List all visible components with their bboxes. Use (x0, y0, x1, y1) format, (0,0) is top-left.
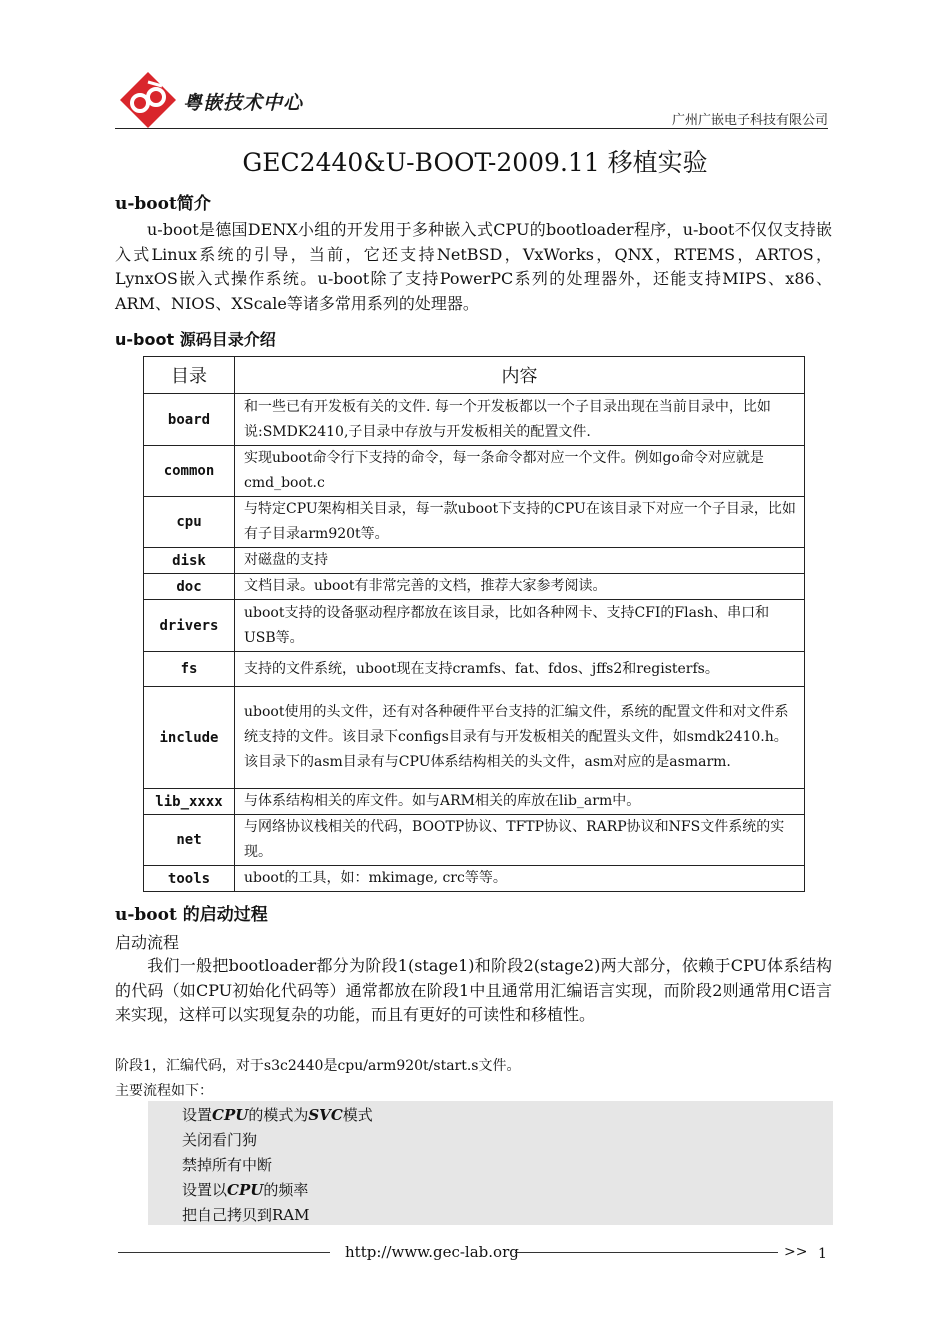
footer-rule-left (118, 1252, 330, 1253)
dir-name: cpu (144, 497, 235, 548)
dir-name: doc (144, 574, 235, 600)
table-header-row (144, 357, 805, 394)
boot-heading: u-boot 的启动过程 (115, 905, 268, 925)
company-name: 广州广嵌电子科技有限公司 (671, 113, 828, 128)
dir-desc: 文档目录。uboot有非常完善的文档，推荐大家参考阅读。 (235, 574, 805, 600)
dir-name: board (144, 394, 235, 446)
table-row (144, 866, 805, 892)
dir-desc: uboot使用的头文件，还有对各种硬件平台支持的汇编文件，系统的配置文件和对文件系统支持的文件。该目录下configs目录有与开发板相关的配置头文件，如smdk2410.h。该目录下的asm目录有与CPU体系结构相关的头文件，asm对应的是asmarm. (235, 687, 805, 789)
dir-name: include (144, 687, 235, 789)
dir-name: net (144, 815, 235, 866)
table-row (144, 789, 805, 815)
boot-paragraph (115, 954, 832, 1028)
intro-heading: u-boot简介 (115, 194, 211, 214)
flow-step: 把自己拷贝到RAM (182, 1206, 310, 1224)
dir-desc: uboot的工具，如：mkimage, crc等等。 (235, 866, 805, 892)
dir-name: lib_xxxx (144, 789, 235, 815)
table-row (144, 497, 805, 548)
dir-desc: 与体系结构相关的库文件。如与ARM相关的库放在lib_arm中。 (235, 789, 805, 815)
intro-text: u-boot是德国DENX小组的开发用于多种嵌入式CPU的bootloader程序，u-boot不仅仅支持嵌入式Linux系统的引导，当前，它还支持NetBSD，VxWorks，QNX，RTEMS，ARTOS，LynxOS嵌入式操作系统。u-boot除了支持PowerPC系列的处理器外，还能支持MIPS、x86、ARM、NIOS、XScale等诸多常用系列的处理器。 (115, 220, 832, 313)
dir-desc: 和一些已有开发板有关的文件. 每一个开发板都以一个子目录出现在当前目录中，比如说:SMDK2410,子目录中存放与开发板相关的配置文件. (235, 394, 805, 446)
dir-name: common (144, 446, 235, 497)
flow-step: 关闭看门狗 (182, 1131, 258, 1149)
footer-rule-right (515, 1252, 778, 1253)
table-row (144, 394, 805, 446)
logo-text: 粤嵌技术中心 (183, 92, 304, 114)
table-row (144, 600, 805, 652)
source-dir-table (143, 356, 805, 892)
boot-subheading: 启动流程 (115, 933, 180, 952)
dir-desc: 支持的文件系统，uboot现在支持cramfs、fat、fdos、jffs2和registerfs。 (235, 652, 805, 687)
dir-name: fs (144, 652, 235, 687)
table-row (144, 446, 805, 497)
intro-paragraph (115, 218, 832, 316)
column-header: 目录 (144, 357, 235, 394)
dir-desc: 对磁盘的支持 (235, 548, 805, 574)
dir-desc: 实现uboot命令行下支持的命令，每一条命令都对应一个文件。例如go命令对应就是cmd_boot.c (235, 446, 805, 497)
page-number: 1 (818, 1246, 827, 1262)
flow-step: 设置CPU的模式为SVC模式 (182, 1106, 373, 1124)
flow-step: 禁掉所有中断 (182, 1156, 273, 1174)
dir-desc: 与特定CPU架构相关目录，每一款uboot下支持的CPU在该目录下对应一个子目录，比如有子目录arm920t等。 (235, 497, 805, 548)
boot-text: 我们一般把bootloader都分为阶段1(stage1)和阶段2(stage2)两大部分，依赖于CPU体系结构的代码（如CPU初始化代码等）通常都放在阶段1中且通常用汇编语言实现，而阶段2则通常用C语言来实现，这样可以实现复杂的功能，而且有更好的可读性和移植性。 (115, 956, 832, 1024)
column-header: 内容 (235, 357, 805, 394)
table-row (144, 687, 805, 789)
logo-icon (118, 70, 178, 130)
dir-name: drivers (144, 600, 235, 652)
table-row (144, 574, 805, 600)
flow-step: 设置以CPU的频率 (182, 1181, 309, 1199)
page-title: GEC2440&U-BOOT-2009.11 移植实验 (242, 148, 708, 177)
table-row (144, 815, 805, 866)
footer-arrow: >> (784, 1244, 808, 1260)
dir-desc: uboot支持的设备驱动程序都放在该目录，比如各种网卡、支持CFI的Flash、串口和USB等。 (235, 600, 805, 652)
dir-name: tools (144, 866, 235, 892)
table-row (144, 652, 805, 687)
flow-label: 主要流程如下： (115, 1083, 213, 1099)
dir-name: disk (144, 548, 235, 574)
header-rule (115, 128, 828, 129)
stage1-line: 阶段1，汇编代码，对于s3c2440是cpu/arm920t/start.s文件。 (115, 1058, 521, 1074)
footer-url[interactable]: http://www.gec-lab.org (345, 1243, 519, 1261)
table-row (144, 548, 805, 574)
source-dir-heading: u-boot 源码目录介绍 (115, 330, 276, 349)
dir-desc: 与网络协议栈相关的代码，BOOTP协议、TFTP协议、RARP协议和NFS文件系统的实现。 (235, 815, 805, 866)
